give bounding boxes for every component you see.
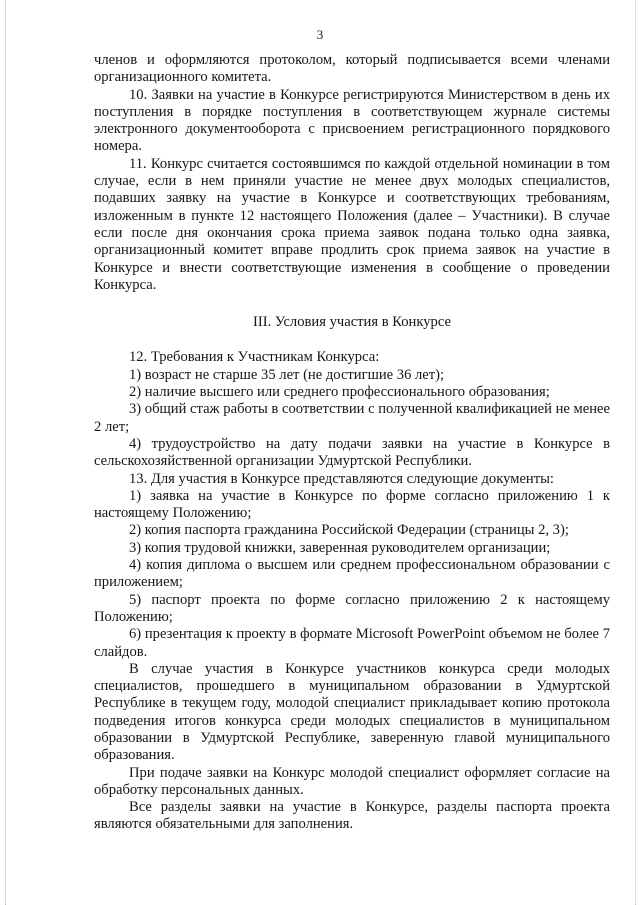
document-item: 1) заявка на участие в Конкурсе по форме согласно приложению 1 к настоящему Положению;: [94, 487, 610, 522]
document-item: 5) паспорт проекта по форме согласно приложению 2 к настоящему Положению;: [94, 591, 610, 625]
document-item: 6) презентация к проекту в формате Microsoft PowerPoint объемом не более 7 слайдов.: [94, 626, 610, 660]
document-item: 2) копия паспорта гражданина Российской Федерации (страницы 2, 3);: [129, 522, 569, 539]
paragraph-mandatory: Все разделы заявки на участие в Конкурсе, разделы паспорта проекта являются обязательными для заполнения.: [94, 799, 610, 833]
requirement-item: 3) общий стаж работы в соответствии с полученной квалификацией не менее 2 лет;: [94, 401, 610, 435]
documents-intro: 13. Для участия в Конкурсе представляются следующие документы:: [129, 470, 554, 487]
page-number: 3: [316, 27, 324, 42]
section-heading: III. Условия участия в Конкурсе: [253, 314, 451, 331]
requirement-item: 1) возраст не старше 35 лет (не достигшие 36 лет);: [129, 366, 445, 383]
document-item: 3) копия трудовой книжки, заверенная руководителем организации;: [129, 539, 551, 556]
paragraph-continuation: членов и оформляются протоколом, который подписывается всеми членами организационного комитета.: [94, 52, 610, 86]
paragraph-11: 11. Конкурс считается состоявшимся по каждой отдельной номинации в том случае, если в нем приняли участие не менее двух молодых специалистов, подавших заявку на участие в Конкурсе и соответствующих требованиям, изложенным в пункте 12 настоящего Положения (далее – Участники). В случае если после дня окончания срока приема заявок подана только одна заявка, организационный комитет вправе продлить срок приема заявок на участие в Конкурсе и внести соответствующие изменения в сообщение о проведении Конкурса.: [94, 155, 610, 293]
requirement-item: 4) трудоустройство на дату подачи заявки на участие в Конкурсе в сельскохозяйственной организации Удмуртской Республики.: [94, 435, 610, 470]
paragraph-10: 10. Заявки на участие в Конкурсе регистрируются Министерством в день их поступления в порядке поступления в соответствующем журнале системы электронного документооборота с присвоением регистрационного порядкового номера.: [94, 86, 610, 155]
document-body: [94, 52, 610, 834]
scan-edge-right: [635, 0, 636, 905]
requirements-intro: 12. Требования к Участникам Конкурса:: [129, 349, 380, 366]
requirement-item: 2) наличие высшего или среднего профессионального образования;: [129, 384, 550, 401]
document-item: 4) копия диплома о высшем или среднем профессиональном образовании с приложением;: [94, 557, 610, 591]
paragraph-consent: При подаче заявки на Конкурс молодой специалист оформляет согласие на обработку персональных данных.: [94, 764, 610, 798]
paragraph-municipal: В случае участия в Конкурсе участников конкурса среди молодых специалистов, прошедшего в муниципальном образовании в Удмуртской Республике в текущем году, молодой специалист прикладывает копию протокола подведения итогов конкурса среди молодых специалистов в муниципальном образовании в Удмуртской Республике, заверенную главой муниципального образования.: [94, 660, 610, 764]
scan-edge-left: [5, 0, 6, 905]
